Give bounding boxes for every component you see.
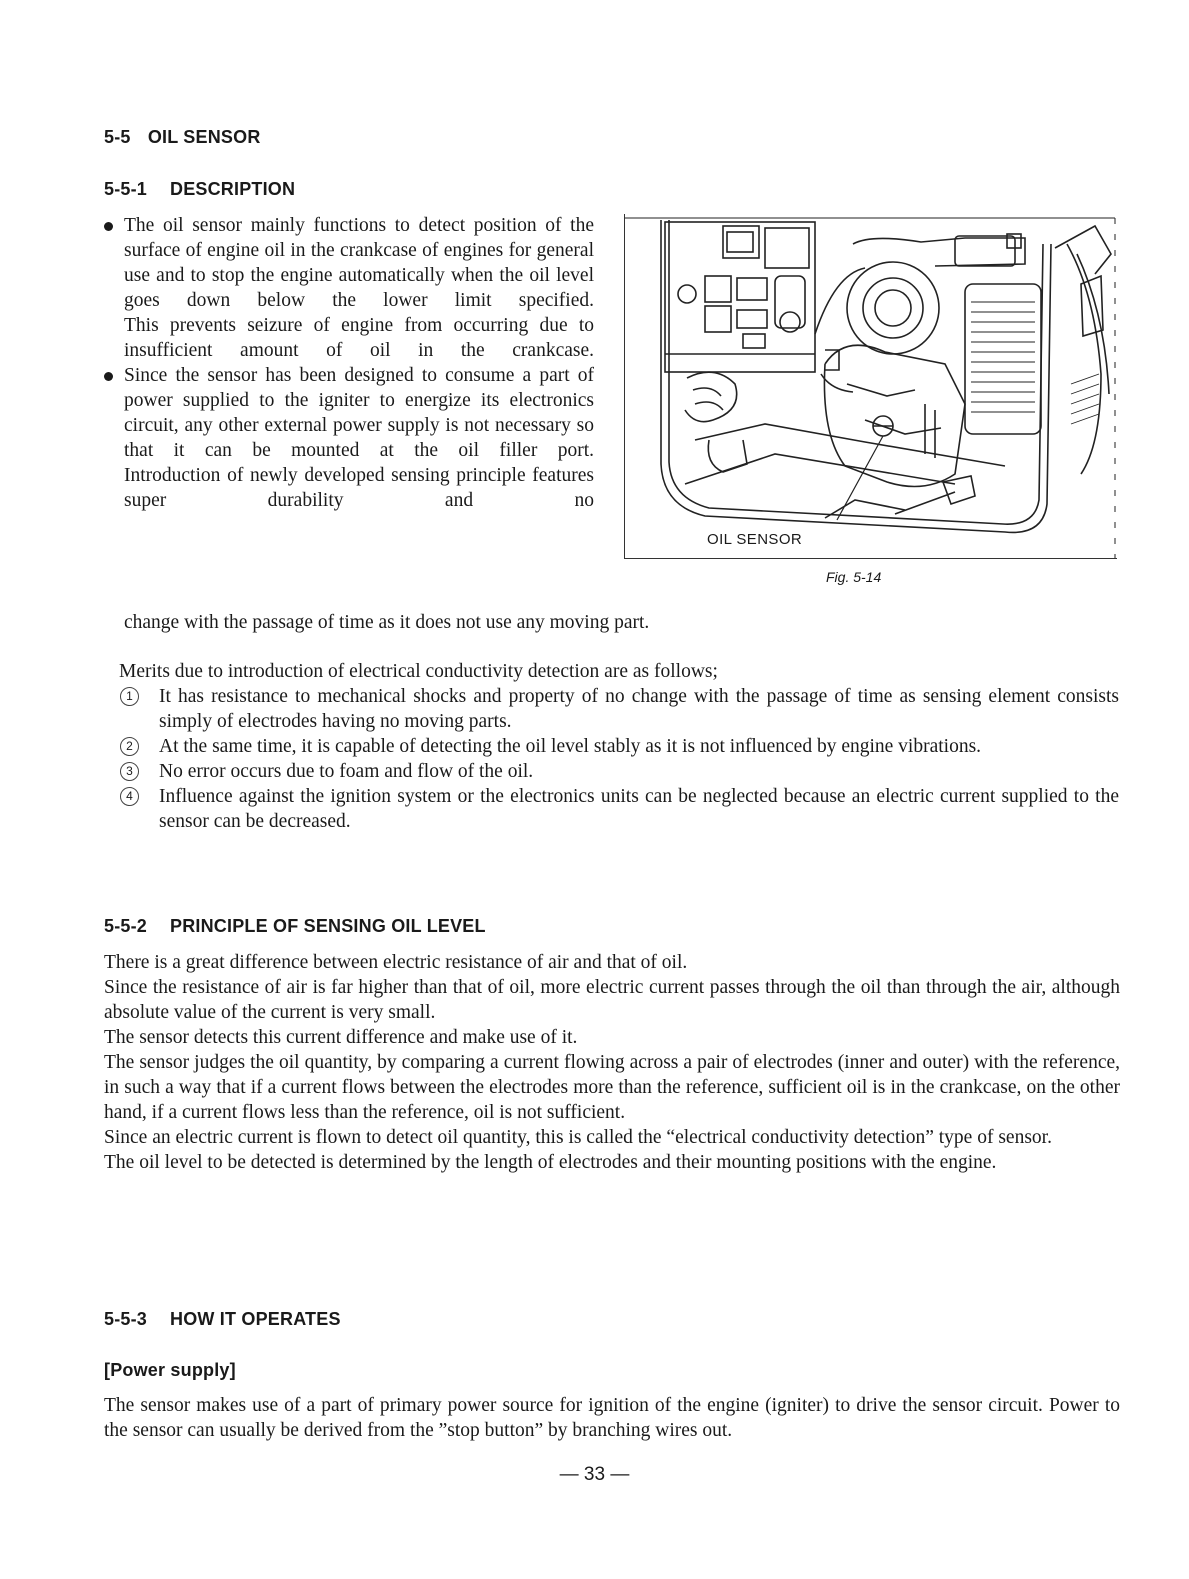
bullet-2-tail: change with the passage of time as it does not use any moving part. — [124, 612, 650, 633]
bullet-2-text: Since the sensor has been designed to consume a part of power supplied to the igniter to energize its electronics circuit, any other external power supply is not necessary so that it can be mounted at the oil filler port. — [124, 365, 594, 461]
merit-text: No error occurs due to foam and flow of the oil. — [159, 761, 534, 782]
principle-title: PRINCIPLE OF SENSING OIL LEVEL — [170, 916, 486, 936]
bullet-dot — [104, 372, 113, 381]
merits-list — [119, 659, 1119, 834]
bullet-1-extra: This prevents seizure of engine from occurring due to insufficient amount of oil in the crankcase. — [124, 315, 594, 361]
figure-caption: Fig. 5-14 — [826, 569, 882, 585]
merit-text: Influence against the ignition system or the electronics units can be neglected because an electric current supplied to the sensor can be decreased. — [159, 786, 1119, 832]
merit-item-1 — [119, 684, 1119, 734]
operates-title: HOW IT OPERATES — [170, 1309, 341, 1329]
principle-paragraph: The sensor detects this current difference and make use of it. — [104, 1027, 578, 1048]
operates-heading — [104, 1309, 341, 1330]
description-heading — [104, 179, 295, 200]
page-number: — 33 — — [559, 1464, 630, 1485]
figure-label: OIL SENSOR — [707, 531, 803, 548]
description-title: DESCRIPTION — [170, 179, 296, 199]
section-heading — [104, 127, 261, 148]
principle-paragraph: The sensor judges the oil quantity, by comparing a current flowing across a pair of electrodes (inner and outer) with the reference, in such a way that if a current flows between the electrodes more than the reference, sufficient oil is in the crankcase, on the other hand, if a current flows less than the reference, oil is not sufficient. — [104, 1052, 1120, 1123]
oil-sensor-figure — [624, 214, 1117, 559]
power-supply-subheading: [Power supply] — [104, 1360, 236, 1380]
generator-illustration — [625, 214, 1117, 558]
circled-number: 3 — [120, 762, 139, 781]
principle-paragraph: The oil level to be detected is determined by the length of electrodes and their mounting positions with the engine. — [104, 1152, 997, 1173]
description-bullet-1 — [104, 213, 594, 363]
merits-intro: Merits due to introduction of electrical conductivity detection are as follows; — [119, 661, 718, 682]
section-number: 5-5 — [104, 127, 131, 147]
operates-number: 5-5-3 — [104, 1309, 148, 1329]
principle-number: 5-5-2 — [104, 916, 148, 936]
principle-paragraph: There is a great difference between electric resistance of air and that of oil. — [104, 952, 688, 973]
merit-text: It has resistance to mechanical shocks and property of no change with the passage of time as sensing element consists simply of electrodes having no moving parts. — [159, 686, 1119, 732]
merit-text: At the same time, it is capable of detecting the oil level stably as it is not influenced by engine vibrations. — [159, 736, 982, 757]
merit-item-3 — [119, 759, 1119, 784]
principle-paragraph: Since the resistance of air is far higher than that of oil, more electric current passes through the oil than through the air, although absolute value of the current is very small. — [104, 977, 1120, 1023]
principle-text — [104, 950, 1120, 1175]
description-bullet-2 — [104, 363, 594, 513]
merit-item-2 — [119, 734, 1119, 759]
description-number: 5-5-1 — [104, 179, 148, 199]
principle-paragraph: Since an electric current is flown to detect oil quantity, this is called the “electrical conductivity detection” type of sensor. — [104, 1127, 1052, 1148]
section-title: OIL SENSOR — [147, 127, 261, 147]
circled-number: 2 — [120, 737, 139, 756]
bullet-dot — [104, 222, 113, 231]
merit-item-4 — [119, 784, 1119, 834]
description-text — [104, 213, 594, 513]
circled-number: 4 — [120, 787, 139, 806]
power-supply-paragraph: The sensor makes use of a part of primary power source for ignition of the engine (igniter) to drive the sensor circuit. Power to the sensor can usually be derived from the ”stop button” by branching wires out. — [104, 1395, 1120, 1441]
circled-number: 1 — [120, 687, 139, 706]
bullet-1-text: The oil sensor mainly functions to detect position of the surface of engine oil in the crankcase of engines for general use and to stop the engine automatically when the oil level goes down below the lower limit specified. — [124, 215, 594, 311]
bullet-2-extra: Introduction of newly developed sensing principle features super durability and no — [124, 465, 594, 511]
principle-heading — [104, 916, 486, 937]
